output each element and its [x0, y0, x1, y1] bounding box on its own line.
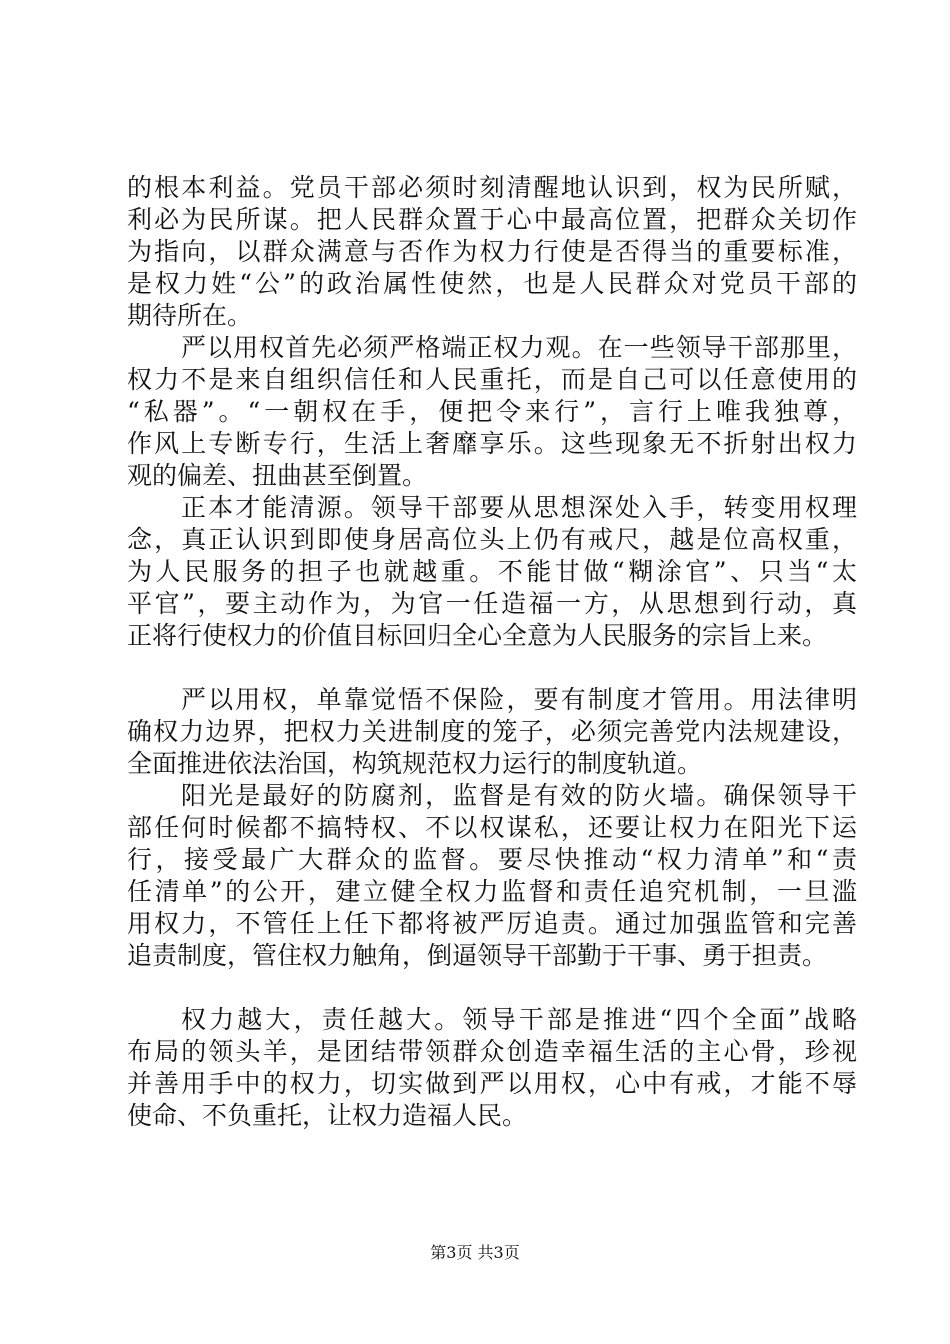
paragraph-line: 任清单”的公开，建立健全权力监督和责任追究机制，一旦滥 [127, 877, 857, 906]
paragraph-line: 确权力边界，把权力关进制度的笼子，必须完善党内法规建设， [127, 717, 857, 746]
paragraph-line: 作风上专断专行，生活上奢靡享乐。这些现象无不折射出权力 [127, 429, 857, 458]
paragraph-line: 严以用权，单靠觉悟不保险，要有制度才管用。用法律明 [181, 685, 857, 714]
paragraph-line: 全面推进依法治国，构筑规范权力运行的制度轨道。 [127, 749, 703, 778]
paragraph-line: 行，接受最广大群众的监督。要尽快推动“权力清单”和“责 [127, 845, 857, 874]
paragraph-gap [127, 652, 857, 684]
paragraph-line: 布局的领头羊，是团结带领群众创造幸福生活的主心骨，珍视 [127, 1037, 857, 1066]
paragraph [127, 780, 857, 972]
paragraph-line: 的根本利益。党员干部必须时刻清醒地认识到，权为民所赋， [127, 173, 857, 202]
paragraph-line: 念，真正认识到即使身居高位头上仍有戒尺，越是位高权重， [127, 525, 857, 554]
paragraph-line: “私器”。“一朝权在手，便把令来行”，言行上唯我独尊， [127, 397, 857, 426]
paragraph-line: 使命、不负重托，让权力造福人民。 [127, 1101, 528, 1130]
paragraph-line: 权力越大，责任越大。领导干部是推进“四个全面”战略 [181, 1005, 857, 1034]
paragraph-line: 平官”，要主动作为，为官一任造福一方，从思想到行动，真 [127, 589, 857, 618]
paragraph-line: 正将行使权力的价值目标回归全心全意为人民服务的宗旨上来。 [127, 621, 828, 650]
paragraph-line: 期待所在。 [127, 301, 253, 330]
document-body [127, 172, 857, 1132]
paragraph-line: 权力不是来自组织信任和人民重托，而是自己可以任意使用的 [127, 365, 857, 394]
paragraph [127, 684, 857, 780]
paragraph-line: 追责制度，管住权力触角，倒逼领导干部勤于干事、勇于担责。 [127, 941, 828, 970]
paragraph-line: 严以用权首先必须严格端正权力观。在一些领导干部那里， [181, 333, 857, 362]
paragraph [127, 332, 857, 492]
paragraph [127, 492, 857, 652]
paragraph-line: 观的偏差、扭曲甚至倒置。 [127, 461, 428, 490]
paragraph [127, 172, 857, 332]
paragraph-line: 并善用手中的权力，切实做到严以用权，心中有戒，才能不辱 [127, 1069, 857, 1098]
paragraph-line: 利必为民所谋。把人民群众置于心中最高位置，把群众关切作 [127, 205, 857, 234]
paragraph [127, 1004, 857, 1132]
paragraph-line: 为人民服务的担子也就越重。不能甘做“糊涂官”、只当“太 [127, 557, 857, 586]
paragraph-line: 用权力，不管任上任下都将被严厉追责。通过加强监管和完善 [127, 909, 857, 938]
paragraph-line: 是权力姓“公”的政治属性使然，也是人民群众对党员干部的 [127, 269, 857, 298]
paragraph-line: 阳光是最好的防腐剂，监督是有效的防火墙。确保领导干 [181, 781, 857, 810]
paragraph-line: 正本才能清源。领导干部要从思想深处入手，转变用权理 [181, 493, 857, 522]
paragraph-line: 部任何时候都不搞特权、不以权谋私，还要让权力在阳光下运 [127, 813, 857, 842]
paragraph-gap [127, 972, 857, 1004]
page-footer: 第3页 共3页 [430, 1243, 520, 1262]
paragraph-line: 为指向，以群众满意与否作为权力行使是否得当的重要标准， [127, 237, 857, 266]
